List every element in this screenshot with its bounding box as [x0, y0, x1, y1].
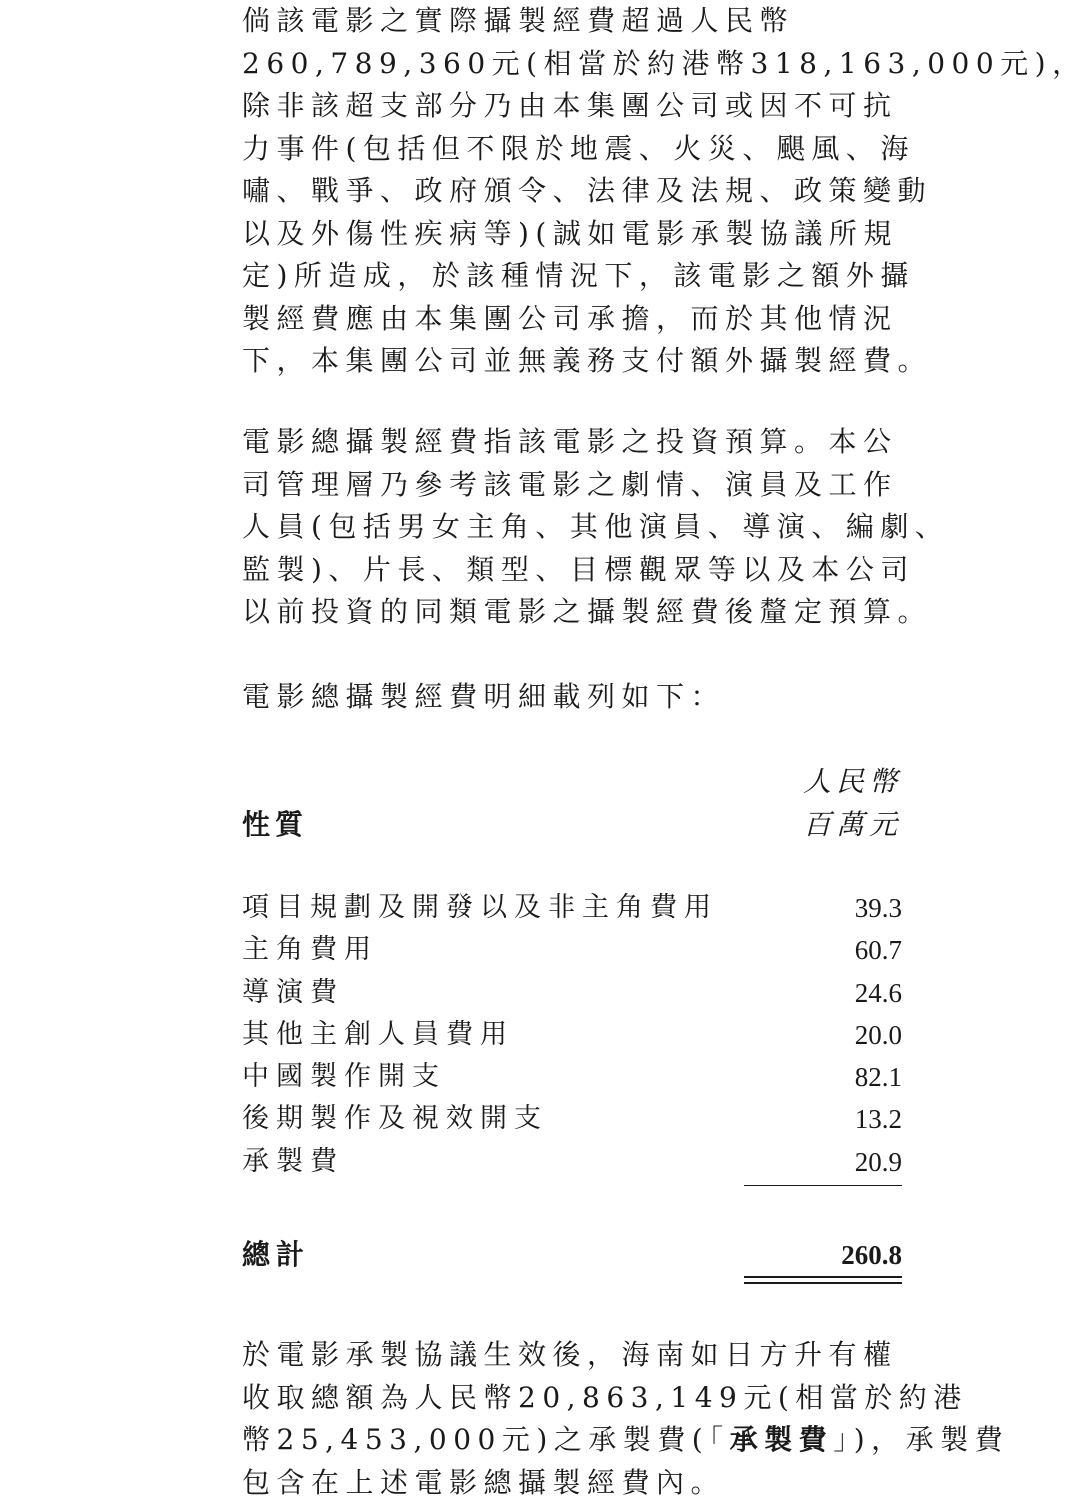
text-line: 司管理層乃參考該電影之劇情、演員及工作 — [242, 464, 902, 507]
text-line: 製經費應由本集團公司承擔，而於其他情況 — [242, 298, 902, 341]
unit-currency: 人民幣 — [803, 760, 902, 803]
row-label: 導演費 — [242, 972, 344, 1014]
paragraph-breakdown-intro — [242, 676, 902, 719]
total-label: 總計 — [242, 1234, 310, 1276]
table-nature-header: 性質 — [242, 803, 308, 846]
text-line: 以前投資的同類電影之攝製經費後釐定預算。 — [242, 591, 902, 634]
row-label: 主角費用 — [242, 929, 378, 971]
defined-term: 承製費 — [730, 1423, 834, 1456]
row-label: 其他主創人員費用 — [242, 1014, 514, 1056]
text-line — [242, 1419, 902, 1462]
table-row — [242, 1056, 902, 1098]
text-line: 260,789,360元(相當於約港幣318,163,000元)， — [242, 43, 902, 86]
paragraph-cost-overrun — [242, 0, 902, 383]
text-line: 下，本集團公司並無義務支付額外攝製經費。 — [242, 340, 902, 383]
table-row — [242, 1014, 902, 1056]
row-label: 中國製作開支 — [242, 1056, 446, 1098]
row-value: 20.0 — [855, 1014, 902, 1056]
text-line: 電影總攝製經費指該電影之投資預算。本公 — [242, 421, 902, 464]
text-line: 力事件(包括但不限於地震、火災、颶風、海 — [242, 128, 902, 171]
row-value: 82.1 — [855, 1056, 902, 1098]
row-value: 24.6 — [855, 972, 902, 1014]
table-row — [242, 929, 902, 971]
row-value: 60.7 — [855, 929, 902, 971]
text-line: 定)所造成，於該種情況下，該電影之額外攝 — [242, 255, 902, 298]
paragraph-budget-basis — [242, 421, 902, 634]
text-line: 嘯、戰爭、政府頒令、法律及法規、政策變動 — [242, 170, 902, 213]
row-value: 20.9 — [855, 1141, 902, 1183]
table-row — [242, 1141, 902, 1183]
text-line: 以及外傷性疾病等)(誠如電影承製協議所規 — [242, 213, 902, 256]
row-label: 後期製作及視效開支 — [242, 1098, 548, 1140]
text-line: 監製)、片長、類型、目標觀眾等以及本公司 — [242, 549, 902, 592]
total-double-rule — [744, 1276, 902, 1284]
text-segment: 」)，承製費 — [833, 1423, 1009, 1456]
cost-table — [242, 887, 902, 1183]
text-line: 收取總額為人民幣20,863,149元(相當於約港 — [242, 1377, 902, 1420]
table-unit-header — [803, 760, 902, 846]
table-row — [242, 1098, 902, 1140]
total-value: 260.8 — [841, 1234, 902, 1276]
table-row — [242, 972, 902, 1014]
text-line: 於電影承製協議生效後，海南如日方升有權 — [242, 1334, 902, 1377]
table-row — [242, 887, 902, 929]
paragraph-production-fee — [242, 1334, 902, 1504]
text-segment: 幣25,453,000元)之承製費(「 — [242, 1423, 730, 1456]
text-line: 包含在上述電影總攝製經費內。 — [242, 1462, 902, 1504]
unit-scale: 百萬元 — [803, 803, 902, 846]
row-value: 39.3 — [855, 887, 902, 929]
text-line: 除非該超支部分乃由本集團公司或因不可抗 — [242, 85, 902, 128]
subtotal-rule — [744, 1185, 902, 1186]
text-line: 倘該電影之實際攝製經費超過人民幣 — [242, 0, 902, 43]
text-line: 人員(包括男女主角、其他演員、導演、編劇、 — [242, 506, 902, 549]
row-label: 承製費 — [242, 1141, 344, 1183]
row-label: 項目規劃及開發以及非主角費用 — [242, 887, 718, 929]
text-line: 電影總攝製經費明細載列如下： — [242, 676, 902, 719]
row-value: 13.2 — [855, 1098, 902, 1140]
